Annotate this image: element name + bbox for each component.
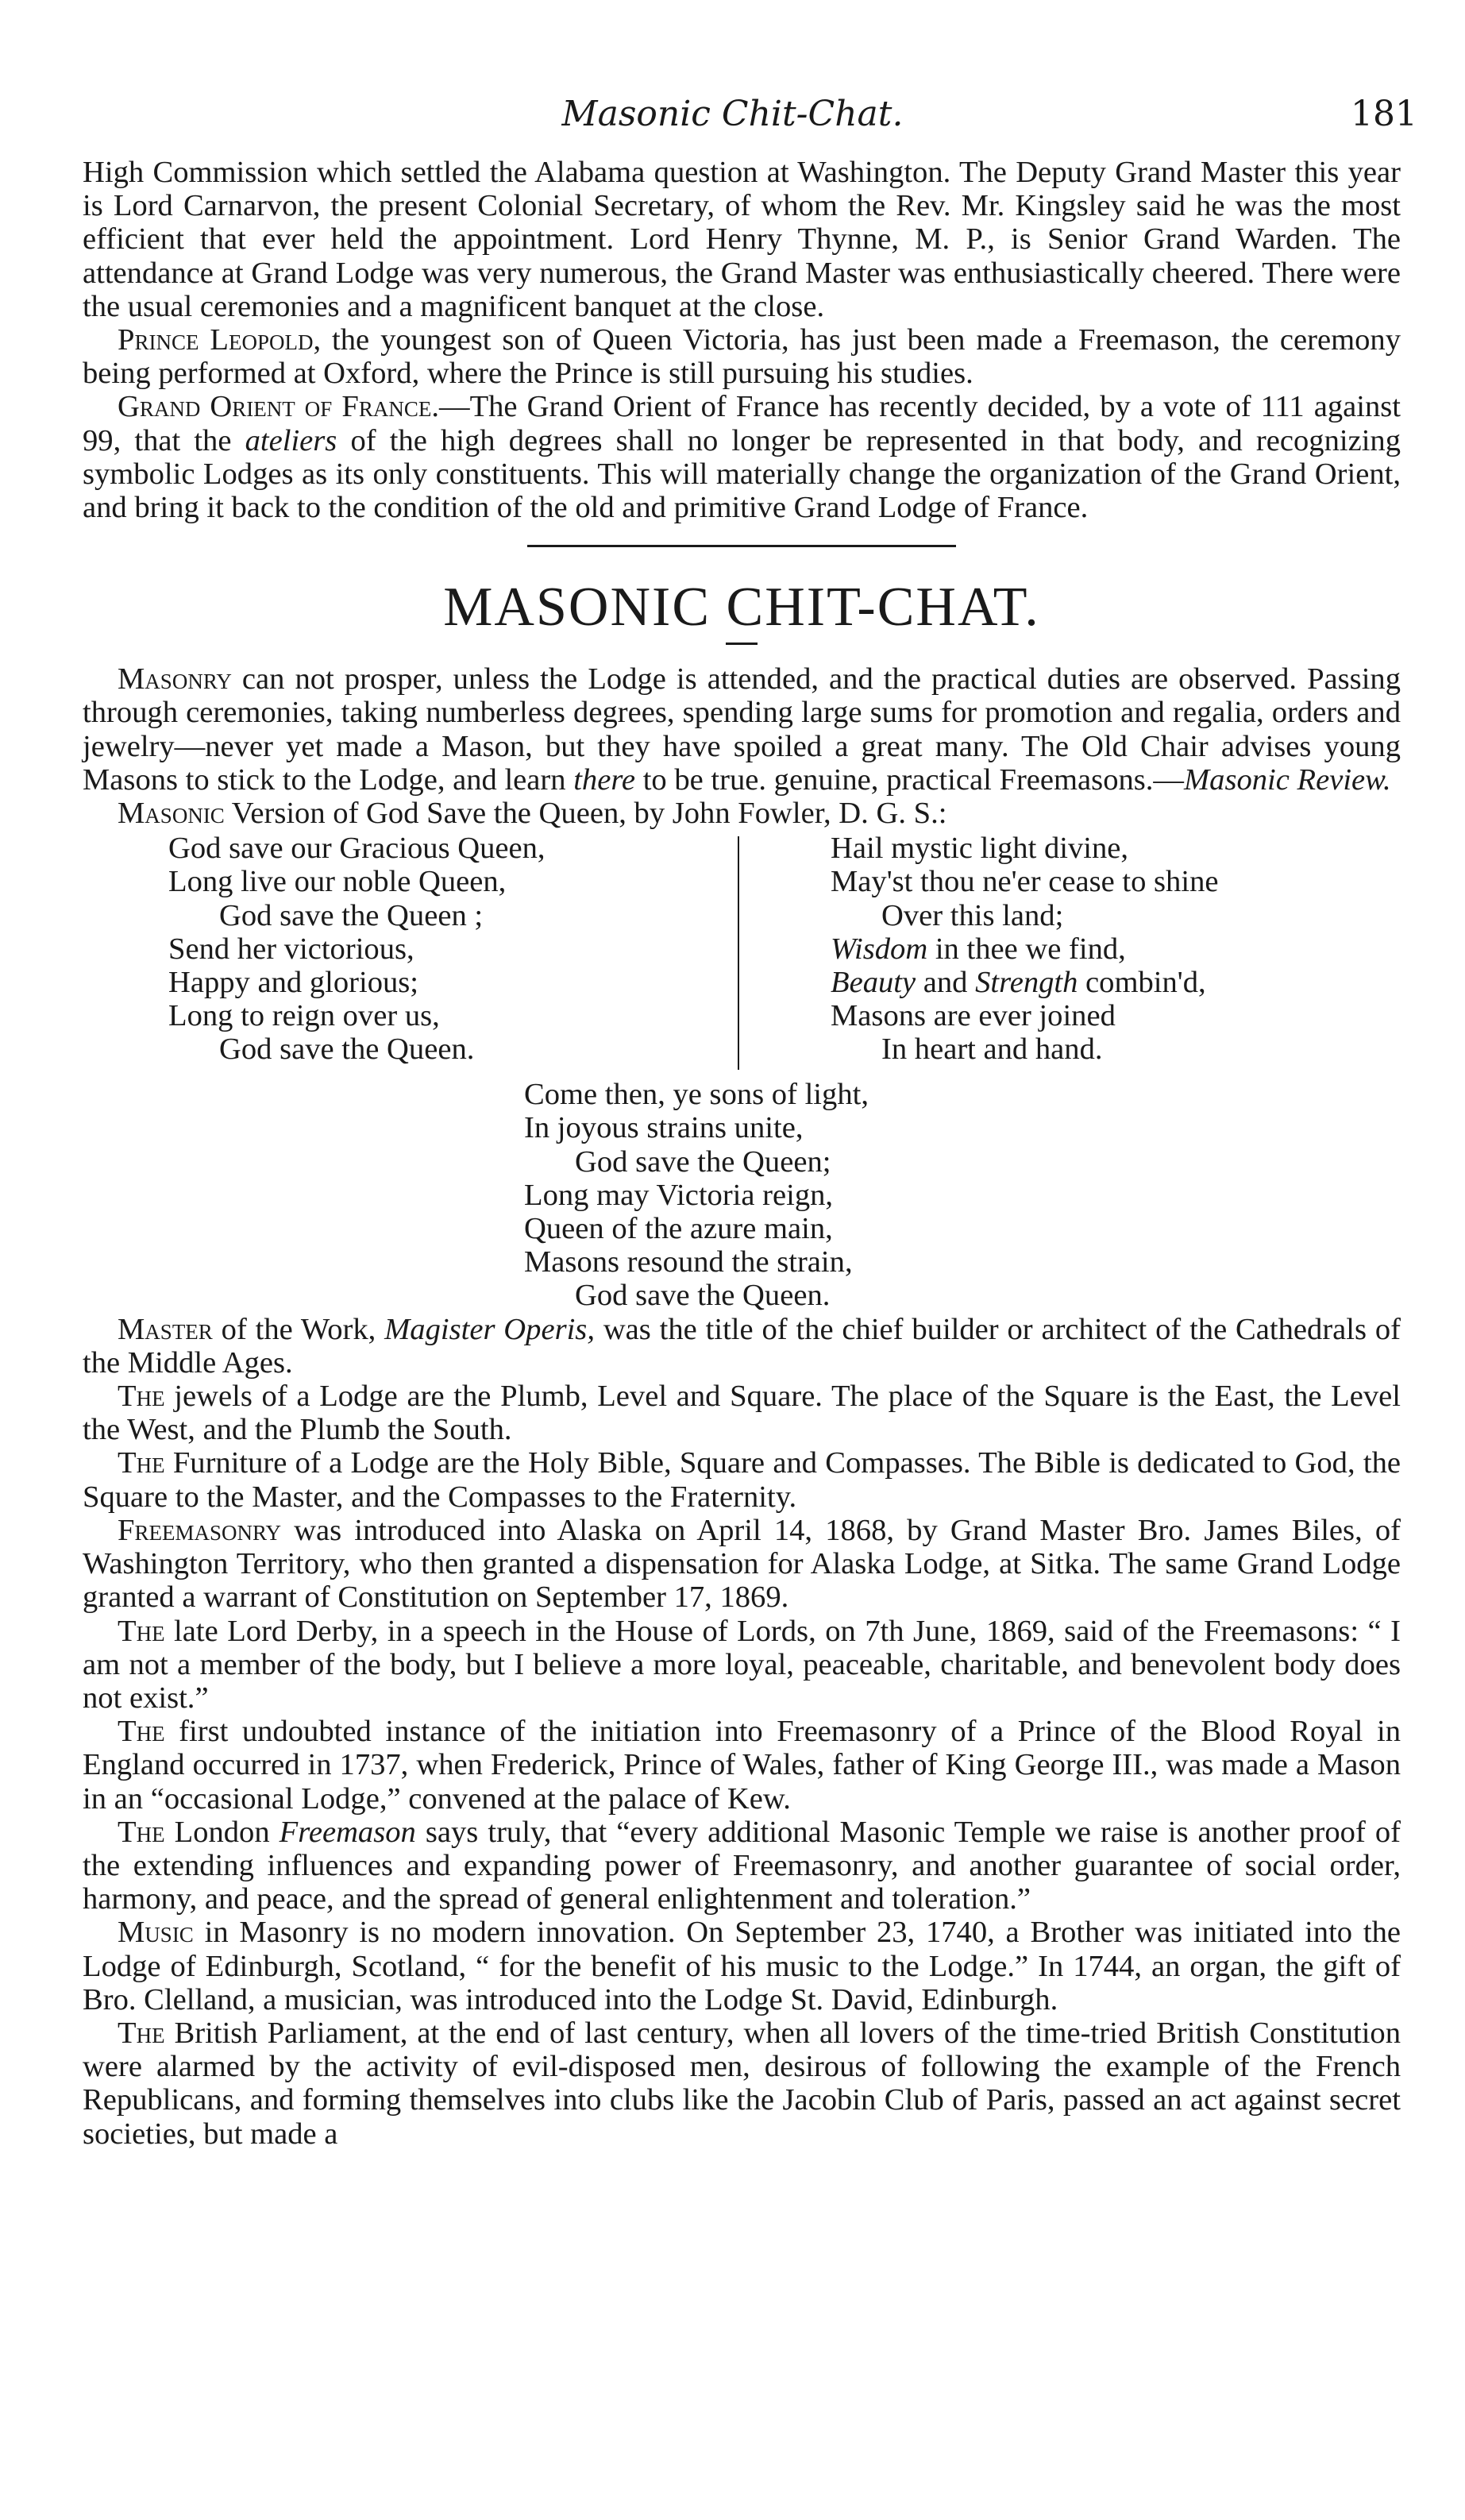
paragraph-text: first undoubted instance of the initiation into Freemasonry of a Prince of the Blood Royal in England occurred in 1737, when Frederick, Prince of Wales, father of King George III., was made a Mason in an “occasional Lodge,” convened at the palace of Kew. (83, 1715, 1401, 1816)
verse-left (168, 832, 546, 1066)
paragraph-text: —The Grand Orient of France has recently decided, by a vote of 111 against 99, that the (83, 390, 1401, 457)
verse-line: Long may Victoria reign, (524, 1178, 834, 1212)
section-heading: MASONIC CHIT-CHAT. (443, 577, 1040, 639)
anthem-verses (83, 832, 1401, 1078)
paragraph-text: the youngest son of Queen Victoria, has just been made a Freemason, the ceremony being performed at Oxford, where the Prince is still pursuing his studies. (83, 323, 1401, 391)
masonry-paragraph (83, 662, 1401, 797)
paragraph-text: Version of God Save the Queen, by John Fowler, D. G. S.: (224, 797, 947, 831)
verse-line: Long to reign over us, (168, 999, 440, 1033)
italic-term: Beauty (831, 966, 916, 1000)
page-number: 181 (1351, 94, 1417, 134)
verse-line: Come then, ye sons of light, (524, 1078, 869, 1112)
verse-line: Queen of the azure main, (524, 1212, 833, 1246)
italic-term: ateliers (245, 423, 337, 457)
lead-words: The (118, 1715, 165, 1749)
verse-line: Masons are ever joined (831, 999, 1116, 1033)
prince-of-wales-paragraph (83, 1715, 1401, 1816)
verse-right (831, 832, 1218, 1066)
paragraph-text: to be true. genuine, practical Freemasons.— (635, 762, 1185, 797)
paragraph-text: London (164, 1815, 280, 1849)
verse-line: In heart and hand. (881, 1032, 1103, 1067)
running-title: Masonic Chit-Chat. (561, 94, 904, 134)
british-parliament-paragraph (83, 2016, 1401, 2151)
paragraph-text: British Parliament, at the end of last century, when all lovers of the time-tried British Constitution were alarmed by the activity of evil-disposed men, desirous of following the example of the French Republicans, and forming themselves into clubs like the Jacobin Club of Paris, passed an act against secret societies, but made a (83, 2016, 1401, 2151)
italic-term: Strength (975, 966, 1078, 1000)
verse-divider (738, 836, 739, 1070)
grand-orient-paragraph (83, 390, 1401, 524)
italic-term: Freemason (279, 1815, 416, 1849)
verse-line: God save the Queen ; (219, 898, 484, 932)
verse-line: Send her victorious, (168, 932, 414, 966)
prince-leopold-paragraph (83, 323, 1401, 390)
verse-text: in thee we find, (927, 932, 1126, 966)
running-head (0, 94, 1465, 141)
music-paragraph (83, 1916, 1401, 2016)
lead-words: Masonry (118, 662, 232, 697)
london-freemason-paragraph (83, 1816, 1401, 1916)
verse-line: God save the Queen. (219, 1032, 475, 1067)
verse-line: Long live our noble Queen, (168, 865, 507, 899)
jewels-paragraph (83, 1380, 1401, 1446)
lead-words: Freemasonry (118, 1513, 281, 1547)
paragraph-text: was introduced into Alaska on April 14, 1868, by Grand Master Bro. James Biles, of Washington Territory, who then granted a dispensation for Alaska Lodge, at Sitka. The same Grand Lodge granted a warrant of Constitution on September 17, 1869. (83, 1513, 1401, 1615)
page-body (83, 156, 1401, 2151)
paragraph-text: Furniture of a Lodge are the Holy Bible, Square and Compasses. The Bible is dedicated to God, the Square to the Master, and the Compasses to the Fraternity. (83, 1446, 1401, 1514)
verse-line: Happy and glorious; (168, 966, 419, 1000)
verse-line (831, 932, 1218, 966)
verse-line: May'st thou ne'er cease to shine (831, 865, 1219, 899)
alaska-paragraph (83, 1514, 1401, 1615)
lead-words: Prince Leopold, (118, 323, 322, 357)
section-rule (527, 545, 956, 547)
paragraph-text: was the title of the chief builder or architect of the Cathedrals of the Middle Ages. (83, 1312, 1401, 1380)
italic-term: Wisdom (831, 932, 928, 966)
paragraph-text: of the high degrees shall no longer be represented in that body, and recognizing symbolic Lodges as its only constituents. This will materially change the organization of the Grand Orient, and bring it back to the condition of the old and primitive Grand Lodge of France. (83, 423, 1401, 525)
verse-line: God save the Queen. (575, 1279, 831, 1313)
furniture-paragraph (83, 1446, 1401, 1513)
lead-words: The (118, 1815, 165, 1849)
paragraph-text: jewels of a Lodge are the Plumb, Level and Square. The place of the Square is the East, the Level the West, and the Plumb the South. (83, 1380, 1401, 1447)
intro-paragraph: High Commission which settled the Alabama question at Washington. The Deputy Grand Master this year is Lord Carnarvon, the present Colonial Secretary, of whom the Rev. Mr. Kingsley said he was the most efficient that ever held the appointment. Lord Henry Thynne, M. P., is Senior Grand Warden. The attendance at Grand Lodge was very numerous, the Grand Master was enthusiastically cheered. There were the usual ceremonies and a magnificent banquet at the close. (83, 156, 1401, 323)
italic-term: there (573, 762, 636, 797)
verse-line: Over this land; (881, 898, 1064, 932)
lead-words: The (118, 1380, 165, 1414)
lead-words: The (118, 2016, 165, 2050)
verse-text: and (916, 966, 976, 1000)
paragraph-text: in Masonry is no modern innovation. On September 23, 1740, a Brother was initiated into the Lodge of Edinburgh, Scotland, “ for the benefit of his music to the Lodge.” In 1744, an organ, the gift of Bro. Clelland, a musician, was introduced into the Lodge St. David, Edinburgh. (83, 1916, 1401, 2016)
anthem-intro (83, 797, 1401, 830)
paragraph-text: can not prosper, unless the Lodge is attended, and the practical duties are observed. Passing through ceremonies, taking numberless degrees, spending large sums for promotion and regalia, orders and jewelry—never yet made a Mason, but they have spoiled a great many. The Old Chair advises young Masons to stick to the Lodge, and learn (83, 662, 1401, 797)
lead-words: Masonic (118, 797, 225, 831)
verse-line (831, 966, 1218, 999)
verse-line: God save our Gracious Queen, (168, 832, 546, 866)
paragraph-text: says truly, that “every additional Masonic Temple we raise is another proof of the extending influences and expanding power of Freemasonry, and another guarantee of social order, harmony, and peace, and the spread of general enlightenment and toleration.” (83, 1815, 1401, 1916)
verse-line: God save the Queen; (575, 1144, 831, 1179)
heading-rule (726, 643, 758, 645)
paragraph-text: late Lord Derby, in a speech in the House of Lords, on 7th June, 1869, said of the Freemasons: “ I am not a member of the body, but I believe a more loyal, peaceable, charitable, and benevolent body does not exist.” (83, 1614, 1401, 1715)
lead-words: Music (118, 1916, 194, 1950)
derby-paragraph (83, 1615, 1401, 1715)
lead-words: The (118, 1446, 165, 1480)
source-citation: Masonic Review. (1184, 762, 1391, 797)
lead-words: Grand Orient of France. (118, 390, 439, 424)
verse-line: Hail mystic light divine, (831, 832, 1129, 866)
master-paragraph (83, 1313, 1401, 1380)
anthem-chorus (524, 1078, 1401, 1312)
verse-line: Masons resound the strain, (524, 1245, 853, 1279)
lead-words: The (118, 1614, 165, 1648)
italic-term: Magister Operis, (384, 1312, 595, 1346)
lead-words: Master (118, 1312, 213, 1346)
paragraph-text: of the Work, (212, 1312, 385, 1346)
verse-text: combin'd, (1078, 966, 1206, 1000)
verse-line: In joyous strains unite, (524, 1111, 804, 1145)
